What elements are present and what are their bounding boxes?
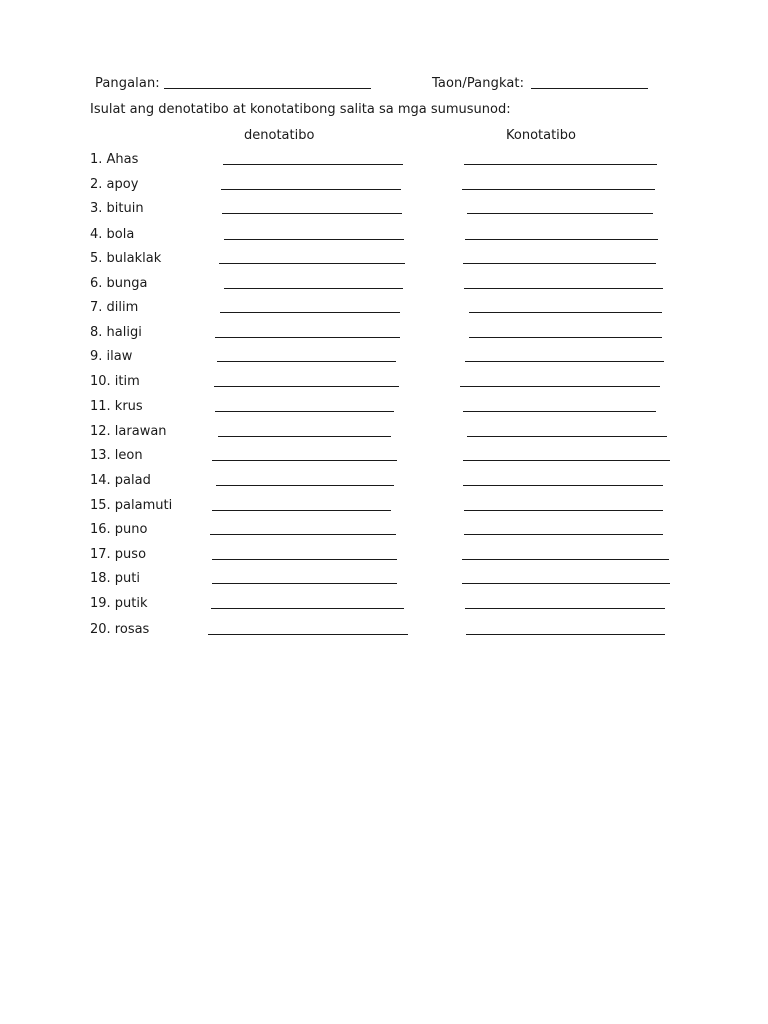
connotative-answer-line[interactable] (465, 361, 664, 362)
denotative-answer-line[interactable] (214, 386, 399, 387)
denotative-answer-line[interactable] (220, 312, 400, 313)
denotative-answer-line[interactable] (218, 436, 391, 437)
instructions-text: Isulat ang denotatibo at konotatibong salita sa mga sumusunod: (90, 102, 511, 117)
denotative-answer-line[interactable] (222, 213, 402, 214)
connotative-answer-line[interactable] (467, 213, 653, 214)
connotative-answer-line[interactable] (467, 436, 667, 437)
denotative-answer-line[interactable] (215, 337, 400, 338)
connotative-answer-line[interactable] (463, 411, 656, 412)
denotative-answer-line[interactable] (219, 263, 405, 264)
denotative-answer-line[interactable] (210, 534, 396, 535)
word-item: 10. itim (90, 374, 140, 389)
word-item: 6. bunga (90, 276, 148, 291)
word-item: 9. ilaw (90, 349, 133, 364)
connotative-answer-line[interactable] (462, 559, 669, 560)
connotative-answer-line[interactable] (466, 634, 665, 635)
denotative-answer-line[interactable] (211, 608, 404, 609)
column-header-denotative: denotatibo (244, 128, 315, 143)
word-item: 3. bituin (90, 201, 144, 216)
word-item: 11. krus (90, 399, 143, 414)
connotative-answer-line[interactable] (464, 510, 663, 511)
word-item: 12. larawan (90, 424, 167, 439)
denotative-answer-line[interactable] (208, 634, 408, 635)
word-item: 14. palad (90, 473, 151, 488)
connotative-answer-line[interactable] (469, 312, 662, 313)
connotative-answer-line[interactable] (462, 189, 655, 190)
denotative-answer-line[interactable] (216, 485, 394, 486)
column-header-connotative: Konotatibo (506, 128, 577, 143)
word-item: 4. bola (90, 227, 135, 242)
word-item: 8. haligi (90, 325, 142, 340)
word-item: 16. puno (90, 522, 148, 537)
denotative-answer-line[interactable] (215, 411, 394, 412)
denotative-answer-line[interactable] (224, 288, 403, 289)
word-item: 2. apoy (90, 177, 139, 192)
connotative-answer-line[interactable] (465, 608, 665, 609)
word-item: 5. bulaklak (90, 251, 162, 266)
denotative-answer-line[interactable] (212, 510, 391, 511)
name-field[interactable] (164, 88, 371, 89)
word-item: 20. rosas (90, 622, 150, 637)
connotative-answer-line[interactable] (464, 164, 657, 165)
word-item: 17. puso (90, 547, 147, 562)
denotative-answer-line[interactable] (212, 460, 397, 461)
word-item: 19. putik (90, 596, 148, 611)
connotative-answer-line[interactable] (462, 583, 670, 584)
denotative-answer-line[interactable] (212, 559, 397, 560)
word-item: 18. puti (90, 571, 141, 586)
connotative-answer-line[interactable] (463, 460, 670, 461)
connotative-answer-line[interactable] (464, 534, 663, 535)
connotative-answer-line[interactable] (464, 288, 663, 289)
word-item: 15. palamuti (90, 498, 173, 513)
section-label: Taon/Pangkat: (432, 76, 525, 91)
connotative-answer-line[interactable] (465, 239, 658, 240)
denotative-answer-line[interactable] (217, 361, 396, 362)
denotative-answer-line[interactable] (223, 164, 403, 165)
denotative-answer-line[interactable] (221, 189, 401, 190)
connotative-answer-line[interactable] (463, 485, 663, 486)
connotative-answer-line[interactable] (463, 263, 656, 264)
word-item: 1. Ahas (90, 152, 139, 167)
section-field[interactable] (531, 88, 648, 89)
connotative-answer-line[interactable] (460, 386, 660, 387)
word-item: 13. leon (90, 448, 143, 463)
denotative-answer-line[interactable] (212, 583, 397, 584)
connotative-answer-line[interactable] (469, 337, 662, 338)
name-label: Pangalan: (95, 76, 160, 91)
word-item: 7. dilim (90, 300, 139, 315)
denotative-answer-line[interactable] (224, 239, 404, 240)
